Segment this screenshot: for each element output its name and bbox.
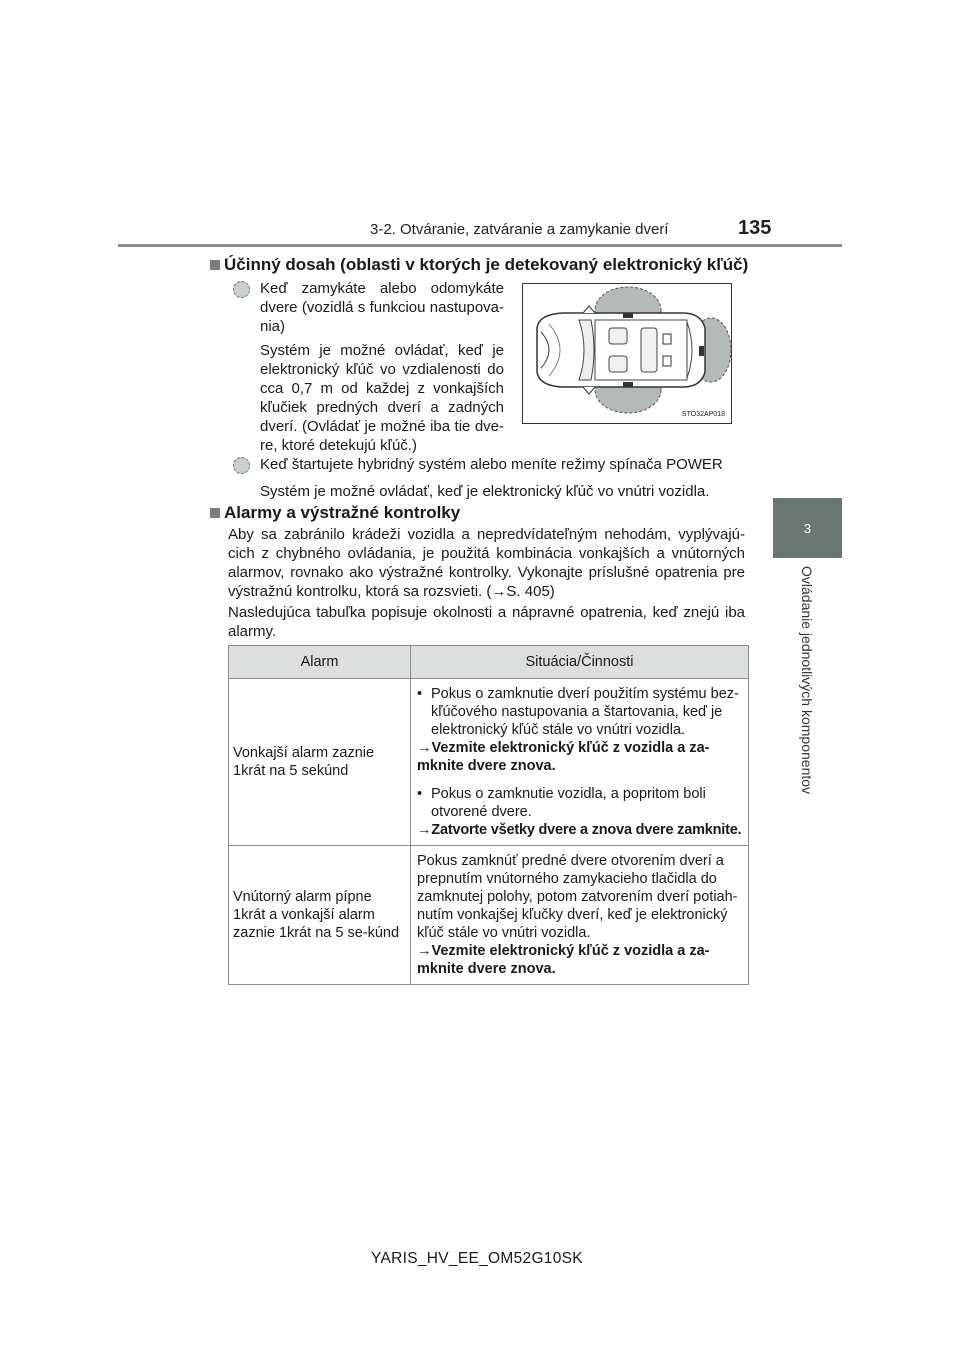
table-cell-alarm: Vnútorný alarm pípne 1krát a vonkajší alarm zaznie 1krát na 5 se-kúnd (229, 846, 411, 985)
chapter-tab (773, 498, 842, 558)
item2-body: Systém je možné ovládať, keď je elektronický kľúč vo vnútri vozidla. (260, 483, 710, 500)
situation-text: Pokus zamknúť predné dvere otvorením dverí a prepnutím vnútorného zamykacieho tlačidla do zamknutej polohy, potom zatvorením dverí potiah-nutím vonkajšej kľučky dverí, keď je elektronický kľúč stále vo vnútri vozidla. (417, 853, 738, 941)
item1-heading: Keď zamykáte alebo odomykáte dvere (vozidlá s funkciou nastupova-nia) (260, 280, 504, 335)
chapter-side-title: Ovládanie jednotlivých komponentov (799, 566, 815, 795)
outside-range-icon (233, 281, 250, 298)
table-cell-situation (411, 679, 749, 846)
section-alarms (210, 503, 750, 523)
section-title: Alarmy a výstražné kontrolky (224, 503, 461, 522)
range-figure (522, 283, 732, 424)
alarms-paragraph-1: Aby sa zabránilo krádeži vozidla a nepredvídateľným nehodám, vyplývajú-cich z chybného ovládania, je použitá kombinácia vonkajších a vnútorných alarmov, rovnako ako výstražné kontrolky. Vykonajte príslušné opatrenia pre výstražnú kontrolku, ktorá sa rozsvieti. (→S. 405) (228, 526, 745, 600)
action-text: →Vezmite elektronický kľúč z vozidla a za-mknite dvere znova. (417, 943, 710, 977)
action-text: →Vezmite elektronický kľúč z vozidla a za-mknite dvere znova. (417, 740, 710, 774)
alarm-table (228, 645, 749, 985)
chapter-number: 3 (803, 521, 812, 536)
bullet-mark: • (417, 786, 423, 802)
document-code: YARIS_HV_EE_OM52G10SK (371, 1250, 583, 1267)
table-cell-alarm: Vonkajší alarm zaznie 1krát na 5 sekúnd (229, 679, 411, 846)
header-chapter-title: 3-2. Otváranie, zatváranie a zamykanie dverí (370, 221, 669, 238)
table-row (229, 846, 749, 985)
section-square-icon (210, 508, 220, 518)
header-rule (118, 244, 842, 247)
list-item (417, 785, 742, 821)
inside-range-icon (233, 457, 250, 474)
action-text: →Zatvorte všetky dvere a znova dvere zamknite. (417, 822, 742, 838)
table-header-row (229, 646, 749, 679)
item1-body: Systém je možné ovládať, keď je elektronický kľúč vo vzdialenosti do cca 0,7 m od každej z vonkajších kľučiek predných dverí a zadných dverí. (Ovládať je možné iba tie dve-re, ktoré detekujú kľúč.) (260, 342, 504, 454)
section-title: Účinný dosah (oblasti v ktorých je detekovaný elektronický kľúč) (224, 255, 749, 274)
list-item (417, 685, 742, 739)
section-square-icon (210, 260, 220, 270)
table-header-situation: Situácia/Činnosti (411, 646, 749, 679)
item2-heading: Keď štartujete hybridný systém alebo meníte režimy spínača POWER (260, 456, 723, 473)
table-row (229, 679, 749, 846)
bullet-mark: • (417, 686, 423, 702)
situation-text: Pokus o zamknutie dverí použitím systému bez-kľúčového nastupovania a štartovania, keď je elektronický kľúč stále vo vnútri vozidla. (431, 686, 739, 738)
table-cell-situation (411, 846, 749, 985)
alarms-paragraph-2: Nasledujúca tabuľka popisuje okolnosti a nápravné opatrenia, keď znejú iba alarmy. (228, 604, 745, 640)
table-header-alarm: Alarm (229, 646, 411, 679)
figure-code: STO32AP018 (681, 411, 725, 418)
situation-text: Pokus o zamknutie vozidla, a popritom boli otvorené dvere. (431, 786, 706, 820)
section-effective-range (210, 255, 750, 275)
car-top-view-illustration (523, 284, 731, 423)
page-number: 135 (738, 217, 772, 239)
